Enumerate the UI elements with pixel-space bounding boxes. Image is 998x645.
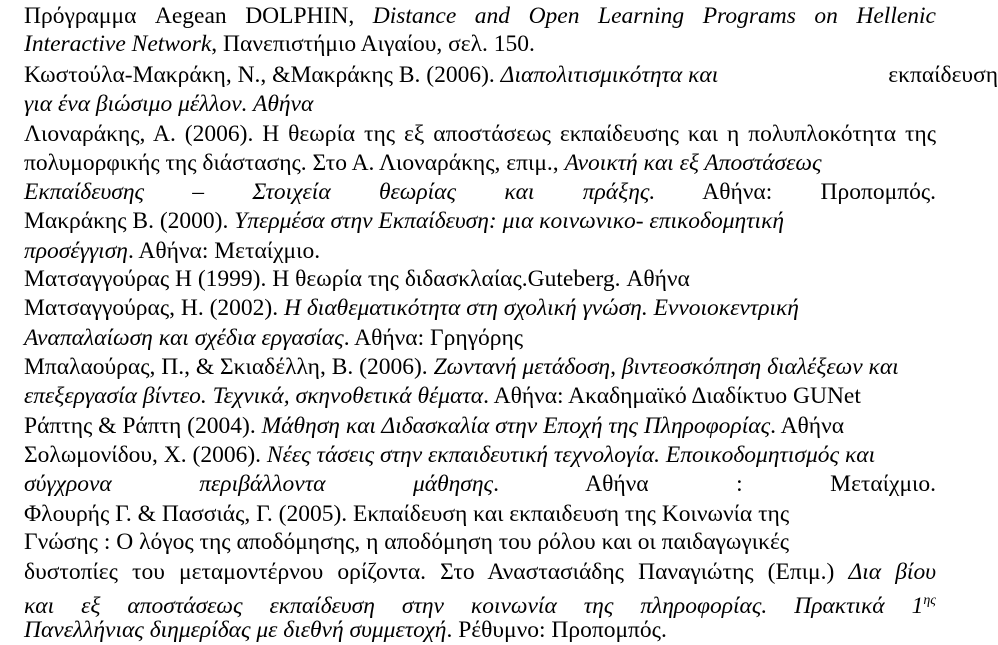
- reference-line: [24, 293, 960, 323]
- reference-line: [24, 148, 960, 178]
- reference-line: [24, 352, 960, 382]
- plain-text: Ματσαγγούρας Η (1999). Η θεωρία της διδασκλαίας.Guteberg. Αθήνα: [24, 266, 690, 292]
- plain-text: εκπαίδευση: [888, 62, 998, 88]
- plain-text: . Αθήνα: Μεταίχμιο.: [127, 238, 321, 264]
- italic-text: Εκπαίδευσης – Στοιχεία θεωρίας και πράξης.: [24, 179, 656, 205]
- plain-text: Φλουρής Γ. & Πασσιάς, Γ. (2005). Εκπαίδευση και εκπαιδευση της Κοινωνία της: [24, 501, 790, 527]
- reference-line: [24, 264, 936, 294]
- plain-text: Πρόγραμμα Aegean DOLPHIN,: [24, 3, 373, 29]
- reference-line: [24, 411, 936, 441]
- italic-text: και εξ αποστάσεως εκπαίδευση στην κοινωνία της πληροφορίας. Πρακτικά 1: [24, 593, 924, 619]
- reference-line: [24, 236, 960, 266]
- italic-text: για ένα βιώσιμο μέλλον. Αθήνα: [24, 91, 314, 117]
- plain-text: Μακράκης Β. (2000).: [24, 208, 235, 234]
- reference-line: [24, 527, 960, 557]
- reference-line: [24, 469, 936, 499]
- plain-text: Αθήνα: Προπομπός.: [655, 179, 937, 205]
- reference-line: [24, 89, 960, 119]
- plain-text: πολυμορφικής της διάστασης. Στο Α. Λιοναράκης, επιμ.,: [24, 150, 565, 176]
- plain-text: . Αθήνα : Μεταίχμιο.: [493, 471, 936, 497]
- reference-line: [24, 1, 936, 31]
- italic-text: προσέγγιση: [24, 238, 128, 264]
- reference-line: [24, 557, 936, 587]
- italic-text: Πανελλήνιας διημερίδας με διεθνή συμμετοχή: [24, 617, 447, 643]
- plain-text: . Αθήνα: Ακαδημαϊκό Διαδίκτυο GUNet: [483, 383, 861, 409]
- italic-text: Νέες τάσεις στην εκπαιδευτική τεχνολογία. Εποικοδομητισμός και: [266, 442, 876, 468]
- italic-text: Υπερμέσα στην Εκπαίδευση: μια κοινωνικο- επικοδομητική: [234, 208, 785, 234]
- plain-text: Γνώσης : Ο λόγος της αποδόμησης, η αποδόμηση του ρόλου και οι παιδαγωγικές: [24, 529, 790, 555]
- plain-text: . Ρέθυμνο: Προπομπός.: [446, 617, 667, 643]
- plain-text: Λιοναράκης, Α. (2006). Η θεωρία της εξ αποστάσεως εκπαίδευσης και η πολυπλοκότητα της: [24, 121, 936, 147]
- reference-line: [24, 177, 936, 207]
- plain-text: Ράπτης & Ράπτη (2004).: [24, 413, 262, 439]
- italic-text: επεξεργασία βίντεο. Τεχνικά, σκηνοθετικά θέματα: [24, 383, 484, 409]
- italic-text: Η διαθεματικότητα στη σχολική γνώση. Εννοιοκεντρική: [284, 295, 799, 321]
- italic-text: σύγχρονα περιβάλλοντα μάθησης: [24, 471, 494, 497]
- reference-line: [24, 615, 960, 645]
- superscript-text: ης: [923, 593, 936, 608]
- plain-text: Κωστούλα-Μακράκη, Ν., &Μακράκης Β. (2006).: [24, 62, 501, 88]
- italic-text: Interactive Network: [24, 31, 212, 57]
- reference-line: [24, 119, 936, 149]
- italic-text: Ανοικτή και εξ Αποστάσεως: [564, 150, 822, 176]
- reference-line: [24, 60, 998, 90]
- italic-text: Μάθηση και Διδασκαλία στην Εποχή της Πληροφορίας: [261, 413, 771, 439]
- plain-text: Ματσαγγούρας, Η. (2002).: [24, 295, 285, 321]
- plain-text: Μπαλαούρας, Π., & Σκιαδέλλη, Β. (2006).: [24, 354, 434, 380]
- plain-text: δυστοπίες του μεταμοντέρνου ορίζοντα. Στο Αναστασιάδης Παναγιώτης (Επιμ.): [24, 559, 849, 585]
- reference-line: [24, 440, 960, 470]
- plain-text: . Αθήνα: Γρηγόρης: [343, 325, 524, 351]
- italic-text: Δια βίου: [848, 559, 936, 585]
- italic-text: Distance and Open Learning Programs on Hellenic: [372, 3, 936, 29]
- reference-line: [24, 29, 960, 59]
- plain-text: . Αθήνα: [770, 413, 845, 439]
- italic-text: Αναπαλαίωση και σχέδια εργασίας: [24, 325, 344, 351]
- reference-line: [24, 323, 960, 353]
- reference-line: [24, 586, 936, 619]
- reference-line: [24, 381, 960, 411]
- plain-text: Σολωμονίδου, Χ. (2006).: [24, 442, 267, 468]
- italic-text: Ζωντανή μετάδοση, βιντεοσκόπηση διαλέξεων και: [433, 354, 899, 380]
- italic-text: Διαπολιτισμικότητα και: [500, 62, 719, 88]
- reference-line: [24, 206, 960, 236]
- reference-line: [24, 499, 960, 529]
- plain-text: , Πανεπιστήμιο Αιγαίου, σελ. 150.: [211, 31, 535, 57]
